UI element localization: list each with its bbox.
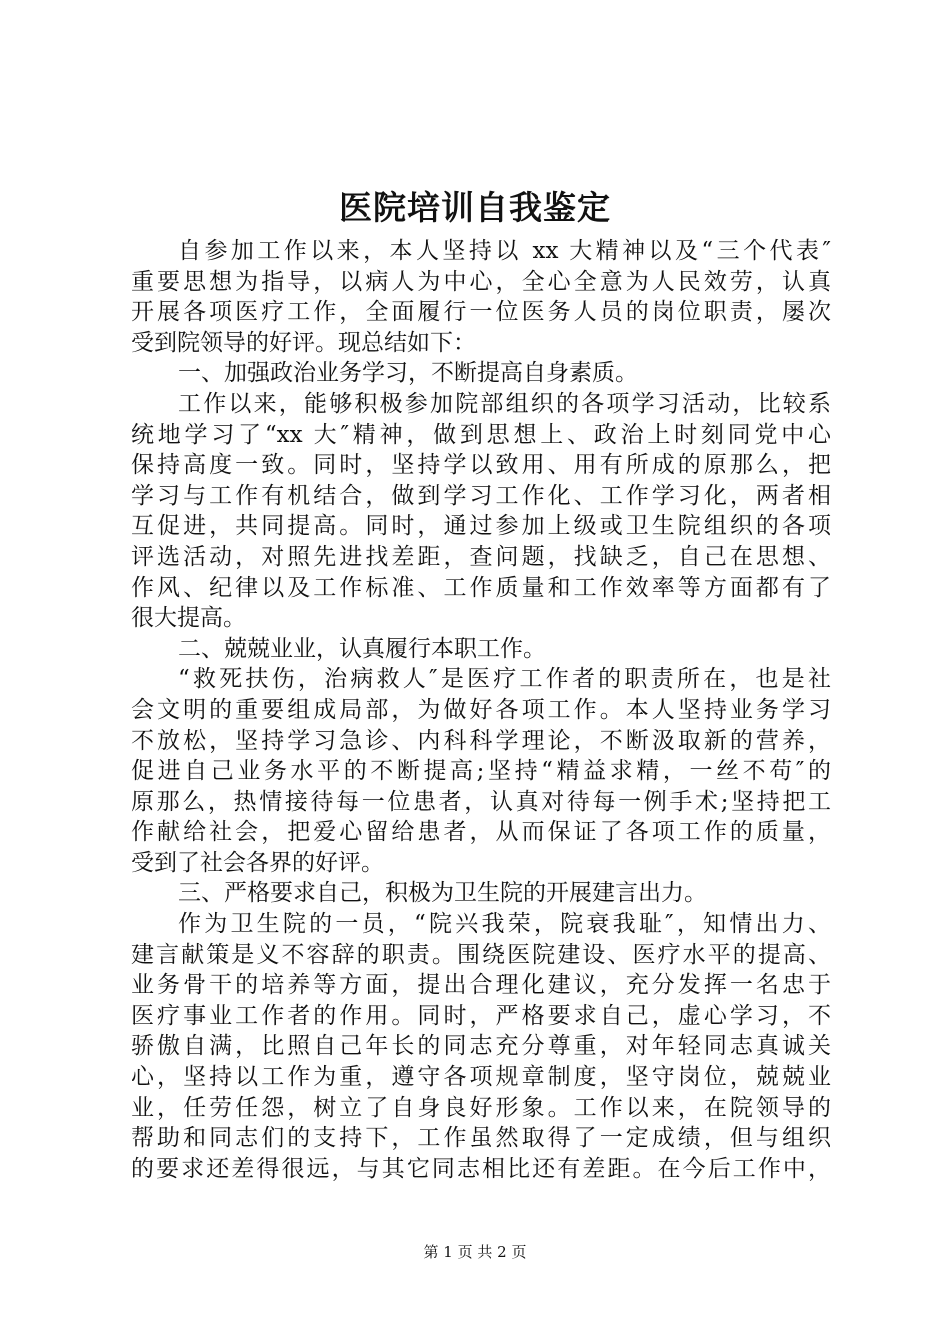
- text-line: 受到了社会各界的好评。: [131, 849, 384, 876]
- text-line: 原那么，热情接待每一位患者，认真对待每一例手术;坚持把工: [131, 788, 831, 815]
- text-line: 受到院领导的好评。现总结如下：: [131, 329, 476, 356]
- text-line: 很大提高。: [131, 605, 246, 632]
- text-line: “救死扶伤，治病救人″是医疗工作者的职责所在，也是社: [178, 666, 831, 693]
- text-line: 帮助和同志们的支持下，工作虽然取得了一定成绩，但与组织: [131, 1125, 831, 1152]
- document-title: 医院培训自我鉴定: [339, 188, 611, 227]
- text-line: 保持高度一致。同时，坚持学以致用、用有所成的原那么，把: [131, 452, 831, 479]
- text-line: 开展各项医疗工作，全面履行一位医务人员的岗位职责，屡次: [131, 299, 831, 326]
- text-line: 互促进，共同提高。同时，通过参加上级或卫生院组织的各项: [131, 513, 831, 540]
- text-line: 骄傲自满，比照自己年长的同志充分尊重，对年轻同志真诚关: [131, 1033, 831, 1060]
- text-line: 工作以来，能够积极参加院部组织的各项学习活动，比较系: [178, 390, 831, 417]
- text-line: 统地学习了“xx 大″精神，做到思想上、政治上时刻同党中心: [131, 421, 831, 448]
- text-line: 心，坚持以工作为重，遵守各项规章制度，坚守岗位，兢兢业: [131, 1064, 831, 1091]
- text-line: 不放松，坚持学习急诊、内科科学理论，不断汲取新的营养，: [131, 727, 831, 754]
- text-line: 业务骨干的培养等方面，提出合理化建议，充分发挥一名忠于: [131, 972, 831, 999]
- document-body: [131, 236, 831, 1184]
- text-line: 自参加工作以来，本人坚持以 xx 大精神以及“三个代表″: [178, 238, 831, 264]
- text-line: 业，任劳任怨，树立了自身良好形象。工作以来，在院领导的: [131, 1094, 831, 1121]
- text-line: 一、加强政治业务学习，不断提高自身素质。: [178, 360, 638, 387]
- text-line: 的要求还差得很远，与其它同志相比还有差距。在今后工作中，: [131, 1155, 831, 1182]
- text-line: 建言献策是义不容辞的职责。围绕医院建设、医疗水平的提高、: [131, 941, 831, 968]
- text-line: 作风、纪律以及工作标准、工作质量和工作效率等方面都有了: [131, 574, 831, 601]
- text-line: 医疗事业工作者的作用。同时，严格要求自己，虚心学习，不: [131, 1002, 831, 1029]
- text-line: 评选活动，对照先进找差距，查问题，找缺乏，自己在思想、: [131, 543, 831, 570]
- text-line: 二、兢兢业业，认真履行本职工作。: [178, 635, 546, 662]
- text-line: 学习与工作有机结合，做到学习工作化、工作学习化，两者相: [131, 482, 831, 509]
- text-line: 重要思想为指导，以病人为中心，全心全意为人民效劳，认真: [131, 268, 831, 295]
- text-line: 促进自己业务水平的不断提高;坚持“精益求精，一丝不苟″的: [131, 758, 831, 785]
- text-line: 会文明的重要组成局部，为做好各项工作。本人坚持业务学习: [131, 696, 831, 723]
- text-line: 作为卫生院的一员，“院兴我荣，院衰我耻″，知情出力、: [178, 911, 831, 938]
- text-line: 作献给社会，把爱心留给患者，从而保证了各项工作的质量，: [131, 819, 831, 846]
- text-line: 三、严格要求自己，积极为卫生院的开展建言出力。: [178, 880, 707, 907]
- page-footer: 第 1 页 共 2 页: [423, 1243, 527, 1261]
